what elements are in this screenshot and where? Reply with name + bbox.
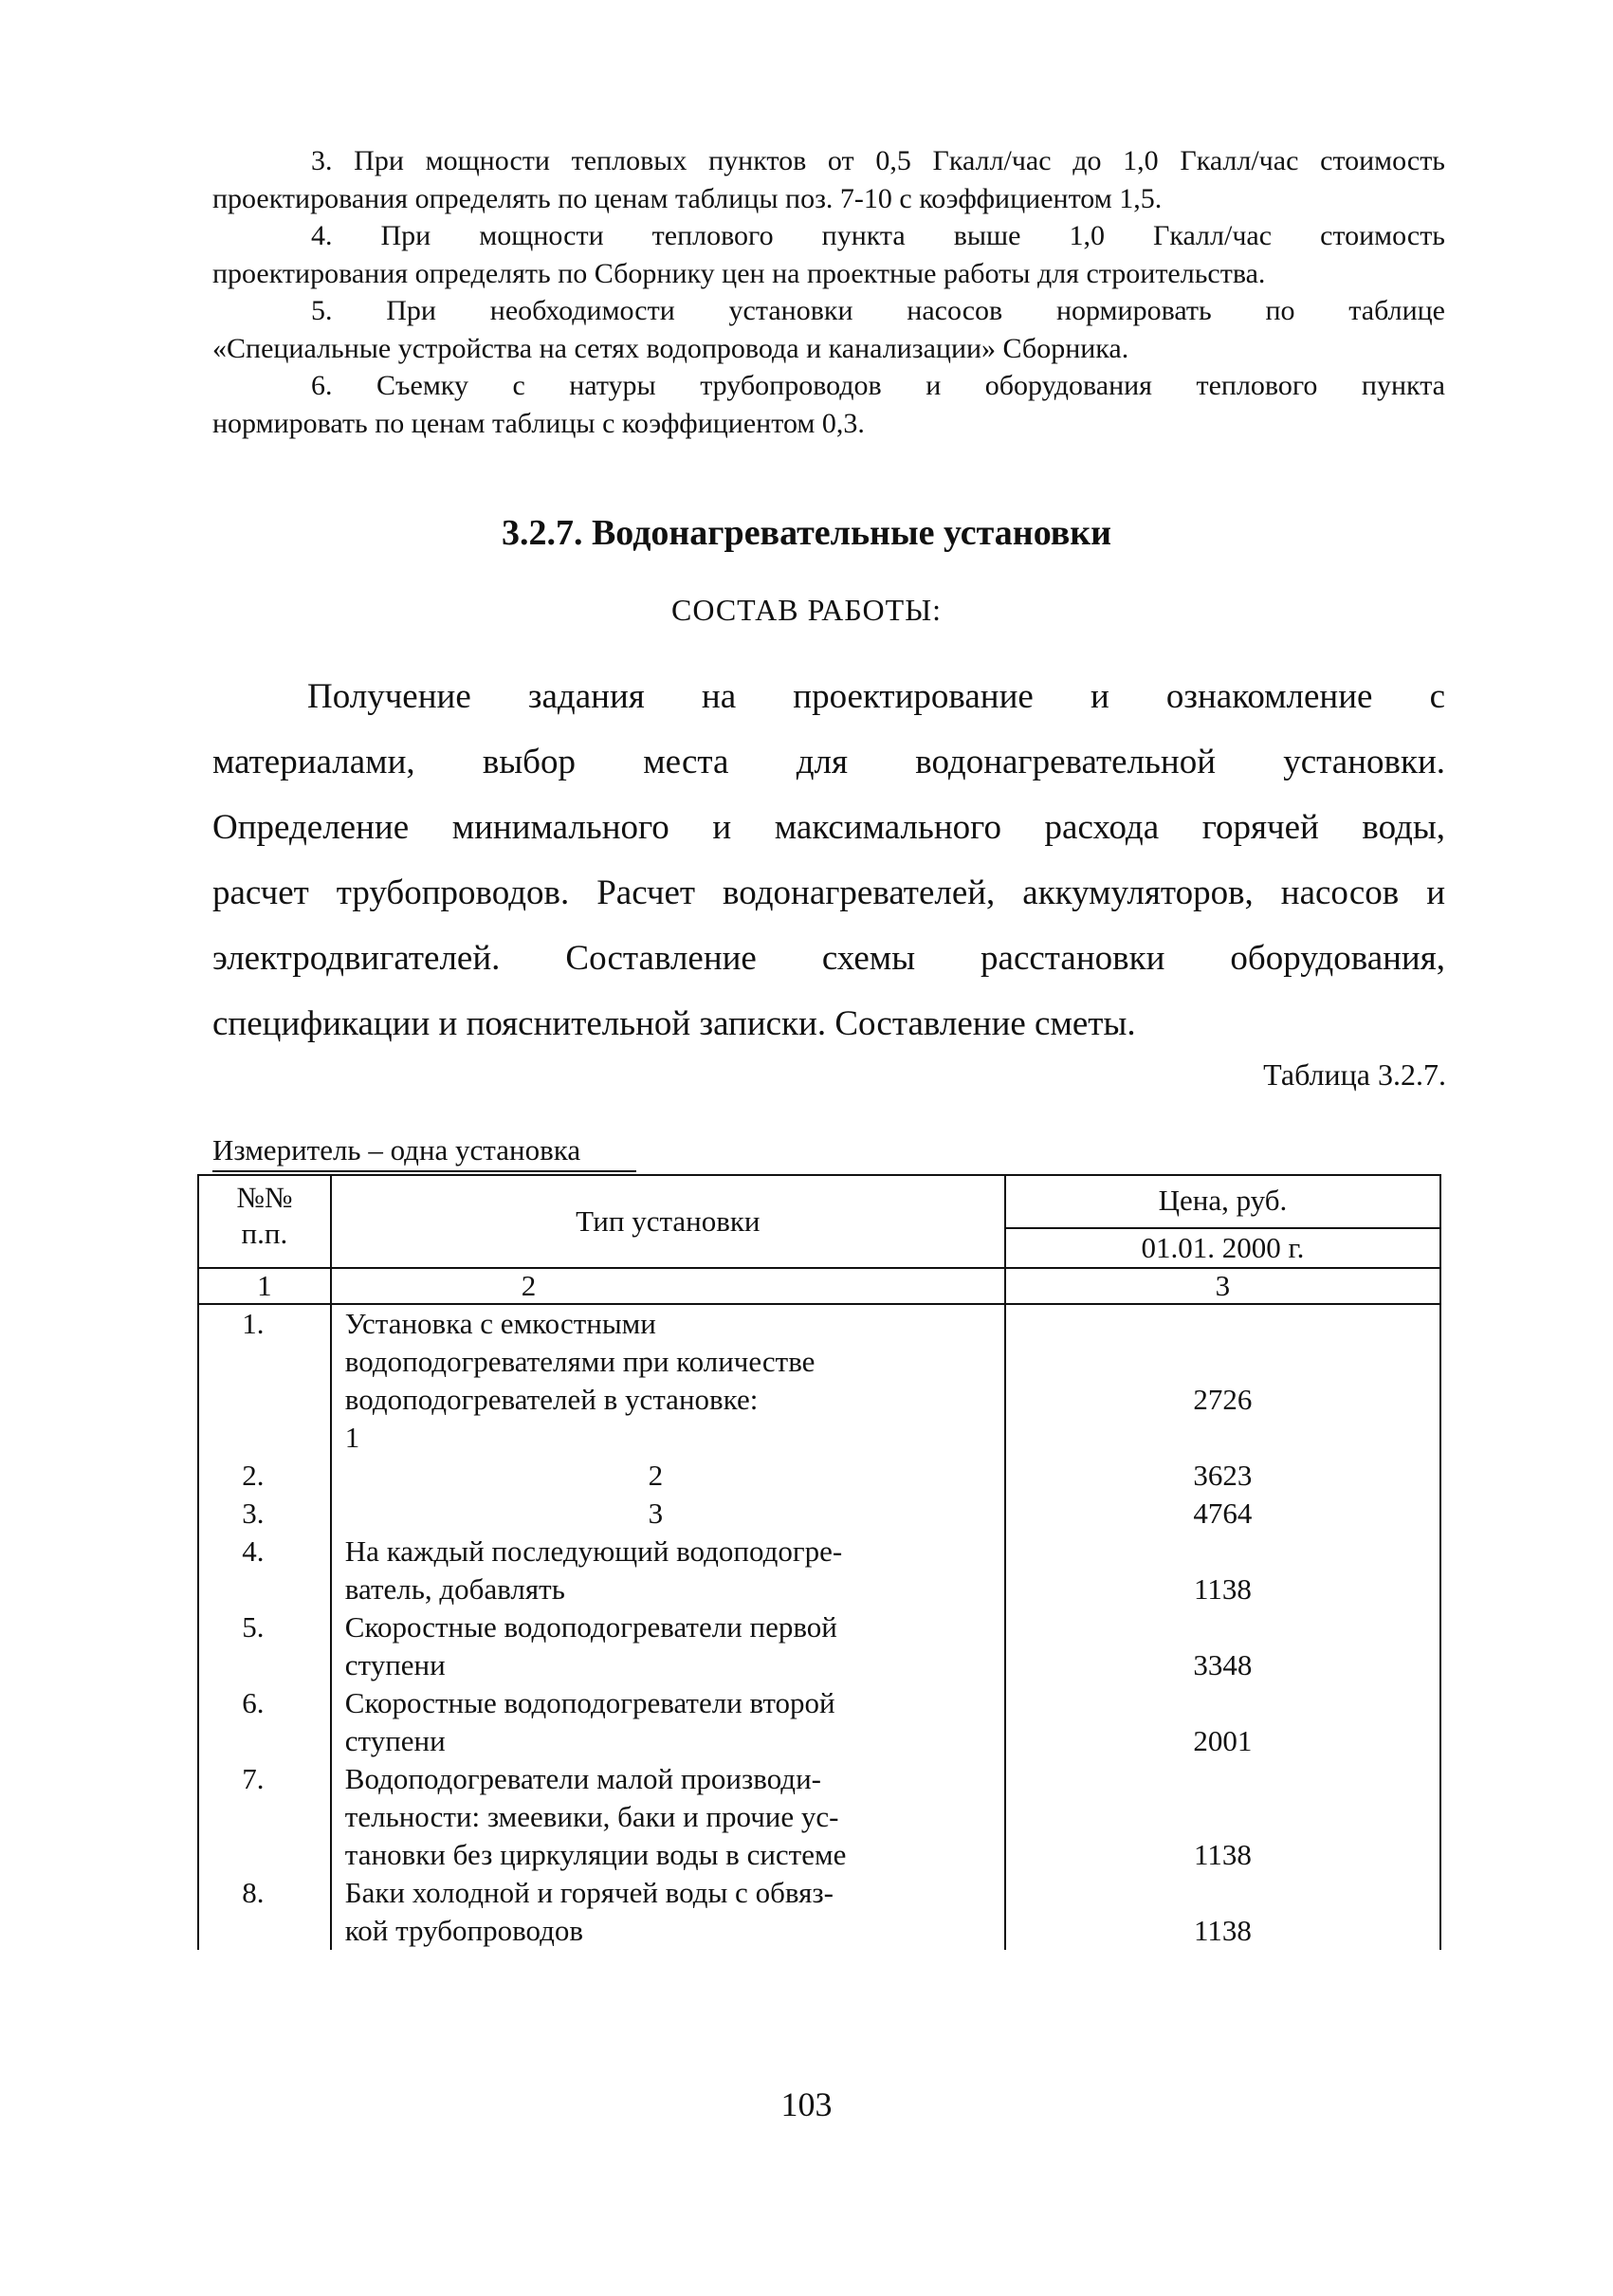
work-line: Определение минимального и максимального расхода горячей воды, — [212, 808, 1445, 847]
index-cell: 2 — [331, 1268, 1005, 1304]
note-4 — [212, 217, 1445, 292]
header-price: Цена, руб. — [1005, 1175, 1440, 1228]
row-type — [331, 1684, 1005, 1760]
table-row — [198, 1684, 1440, 1760]
row-type — [331, 1457, 1005, 1495]
table-row — [198, 1874, 1440, 1950]
row-num: 2. — [198, 1457, 331, 1495]
note-line: 4. При мощности теплового пункта выше 1,0 Гкалл/час стоимость — [311, 220, 1445, 251]
section-subtitle: СОСТАВ РАБОТЫ: — [670, 593, 942, 627]
note-6 — [212, 367, 1445, 442]
row-num: 5. — [198, 1608, 331, 1684]
row-type-line: водоподогревателями при количестве — [344, 1345, 816, 1378]
table-row — [198, 1304, 1440, 1457]
row-type — [331, 1304, 1005, 1457]
row-type-line: Скоростные водоподогреватели второй — [344, 1686, 835, 1719]
row-type-line: ступени — [344, 1648, 446, 1681]
table-row — [198, 1495, 1440, 1533]
header-num-line: п.п. — [241, 1217, 288, 1250]
work-description — [212, 664, 1445, 1056]
table-row — [198, 1533, 1440, 1608]
page-number: 103 — [780, 2085, 833, 2123]
row-type-line: На каждый последующий водоподогре- — [344, 1534, 843, 1568]
row-type-line: водоподогревателей в установке: — [344, 1383, 759, 1416]
row-type-line: 2 — [648, 1459, 664, 1492]
index-cell: 1 — [198, 1268, 331, 1304]
row-type-line: ступени — [344, 1724, 446, 1757]
row-type — [331, 1533, 1005, 1608]
table-label: Таблица 3.2.7. — [1263, 1057, 1446, 1092]
note-line: проектирования определять по ценам таблицы поз. 7-10 с коэффициентом 1,5. — [212, 182, 1163, 214]
row-type-line: 3 — [648, 1497, 664, 1530]
row-type-line: 1 — [344, 1421, 360, 1454]
table-row — [198, 1457, 1440, 1495]
note-3 — [212, 142, 1445, 217]
row-price: 2001 — [1005, 1684, 1440, 1760]
table-index-row — [198, 1268, 1440, 1304]
table-row — [198, 1608, 1440, 1684]
work-line: расчет трубопроводов. Расчет водонагревателей, аккумуляторов, насосов и — [212, 873, 1445, 912]
row-num: 6. — [198, 1684, 331, 1760]
row-price: 4764 — [1005, 1495, 1440, 1533]
note-line: 3. При мощности тепловых пунктов от 0,5 Гкалл/час до 1,0 Гкалл/час стоимость — [311, 145, 1445, 176]
row-num: 3. — [198, 1495, 331, 1533]
work-line: электродвигателей. Составление схемы расстановки оборудования, — [212, 939, 1445, 978]
row-price: 2726 — [1005, 1304, 1440, 1457]
note-line: нормировать по ценам таблицы с коэффициентом 0,3. — [212, 407, 865, 439]
row-type-line: Баки холодной и горячей воды с обвяз- — [344, 1876, 834, 1909]
row-type-line: тельности: змеевики, баки и прочие ус- — [344, 1800, 839, 1833]
row-price: 1138 — [1005, 1533, 1440, 1608]
row-price: 1138 — [1005, 1760, 1440, 1874]
row-type — [331, 1874, 1005, 1950]
note-line: 6. Съемку с натуры трубопроводов и оборудования теплового пункта — [311, 370, 1445, 401]
row-type-line: кой трубопроводов — [344, 1914, 584, 1947]
row-price: 3623 — [1005, 1457, 1440, 1495]
row-num: 8. — [198, 1874, 331, 1950]
note-5 — [212, 292, 1445, 367]
table-row — [198, 1760, 1440, 1874]
row-price: 1138 — [1005, 1874, 1440, 1950]
row-num: 1. — [198, 1304, 331, 1457]
row-price: 3348 — [1005, 1608, 1440, 1684]
row-type-line: Установка с емкостными — [344, 1307, 656, 1340]
row-type — [331, 1495, 1005, 1533]
row-type — [331, 1608, 1005, 1684]
row-type-line: Скоростные водоподогреватели первой — [344, 1610, 837, 1644]
row-num: 7. — [198, 1760, 331, 1874]
note-line: проектирования определять по Сборнику цен на проектные работы для строительства. — [212, 257, 1266, 289]
row-type-line: ватель, добавлять — [344, 1572, 565, 1606]
section-title: 3.2.7. Водонагревательные установки — [501, 513, 1112, 553]
row-type-line: Водоподогреватели малой производи- — [344, 1762, 821, 1795]
note-line: «Специальные устройства на сетях водопровода и канализации» Сборника. — [212, 332, 1129, 364]
header-type: Тип установки — [331, 1175, 1005, 1268]
table-header-row — [198, 1175, 1440, 1228]
header-date: 01.01. 2000 г. — [1005, 1228, 1440, 1268]
row-num: 4. — [198, 1533, 331, 1608]
price-table — [197, 1174, 1441, 1950]
notes-block — [212, 142, 1445, 442]
header-num-line: №№ — [236, 1181, 293, 1214]
header-num — [198, 1175, 331, 1268]
row-type-line: тановки без циркуляции воды в системе — [344, 1838, 847, 1871]
work-line: материалами, выбор места для водонагревательной установки. — [212, 743, 1445, 781]
row-type — [331, 1760, 1005, 1874]
table-measure: Измеритель – одна установка — [212, 1133, 581, 1166]
work-line: Получение задания на проектирование и ознакомление с — [307, 677, 1445, 716]
work-line: спецификации и пояснительной записки. Составление сметы. — [212, 1004, 1136, 1043]
note-line: 5. При необходимости установки насосов нормировать по таблице — [311, 295, 1445, 326]
measure-underline — [212, 1170, 636, 1172]
index-cell: 3 — [1005, 1268, 1440, 1304]
